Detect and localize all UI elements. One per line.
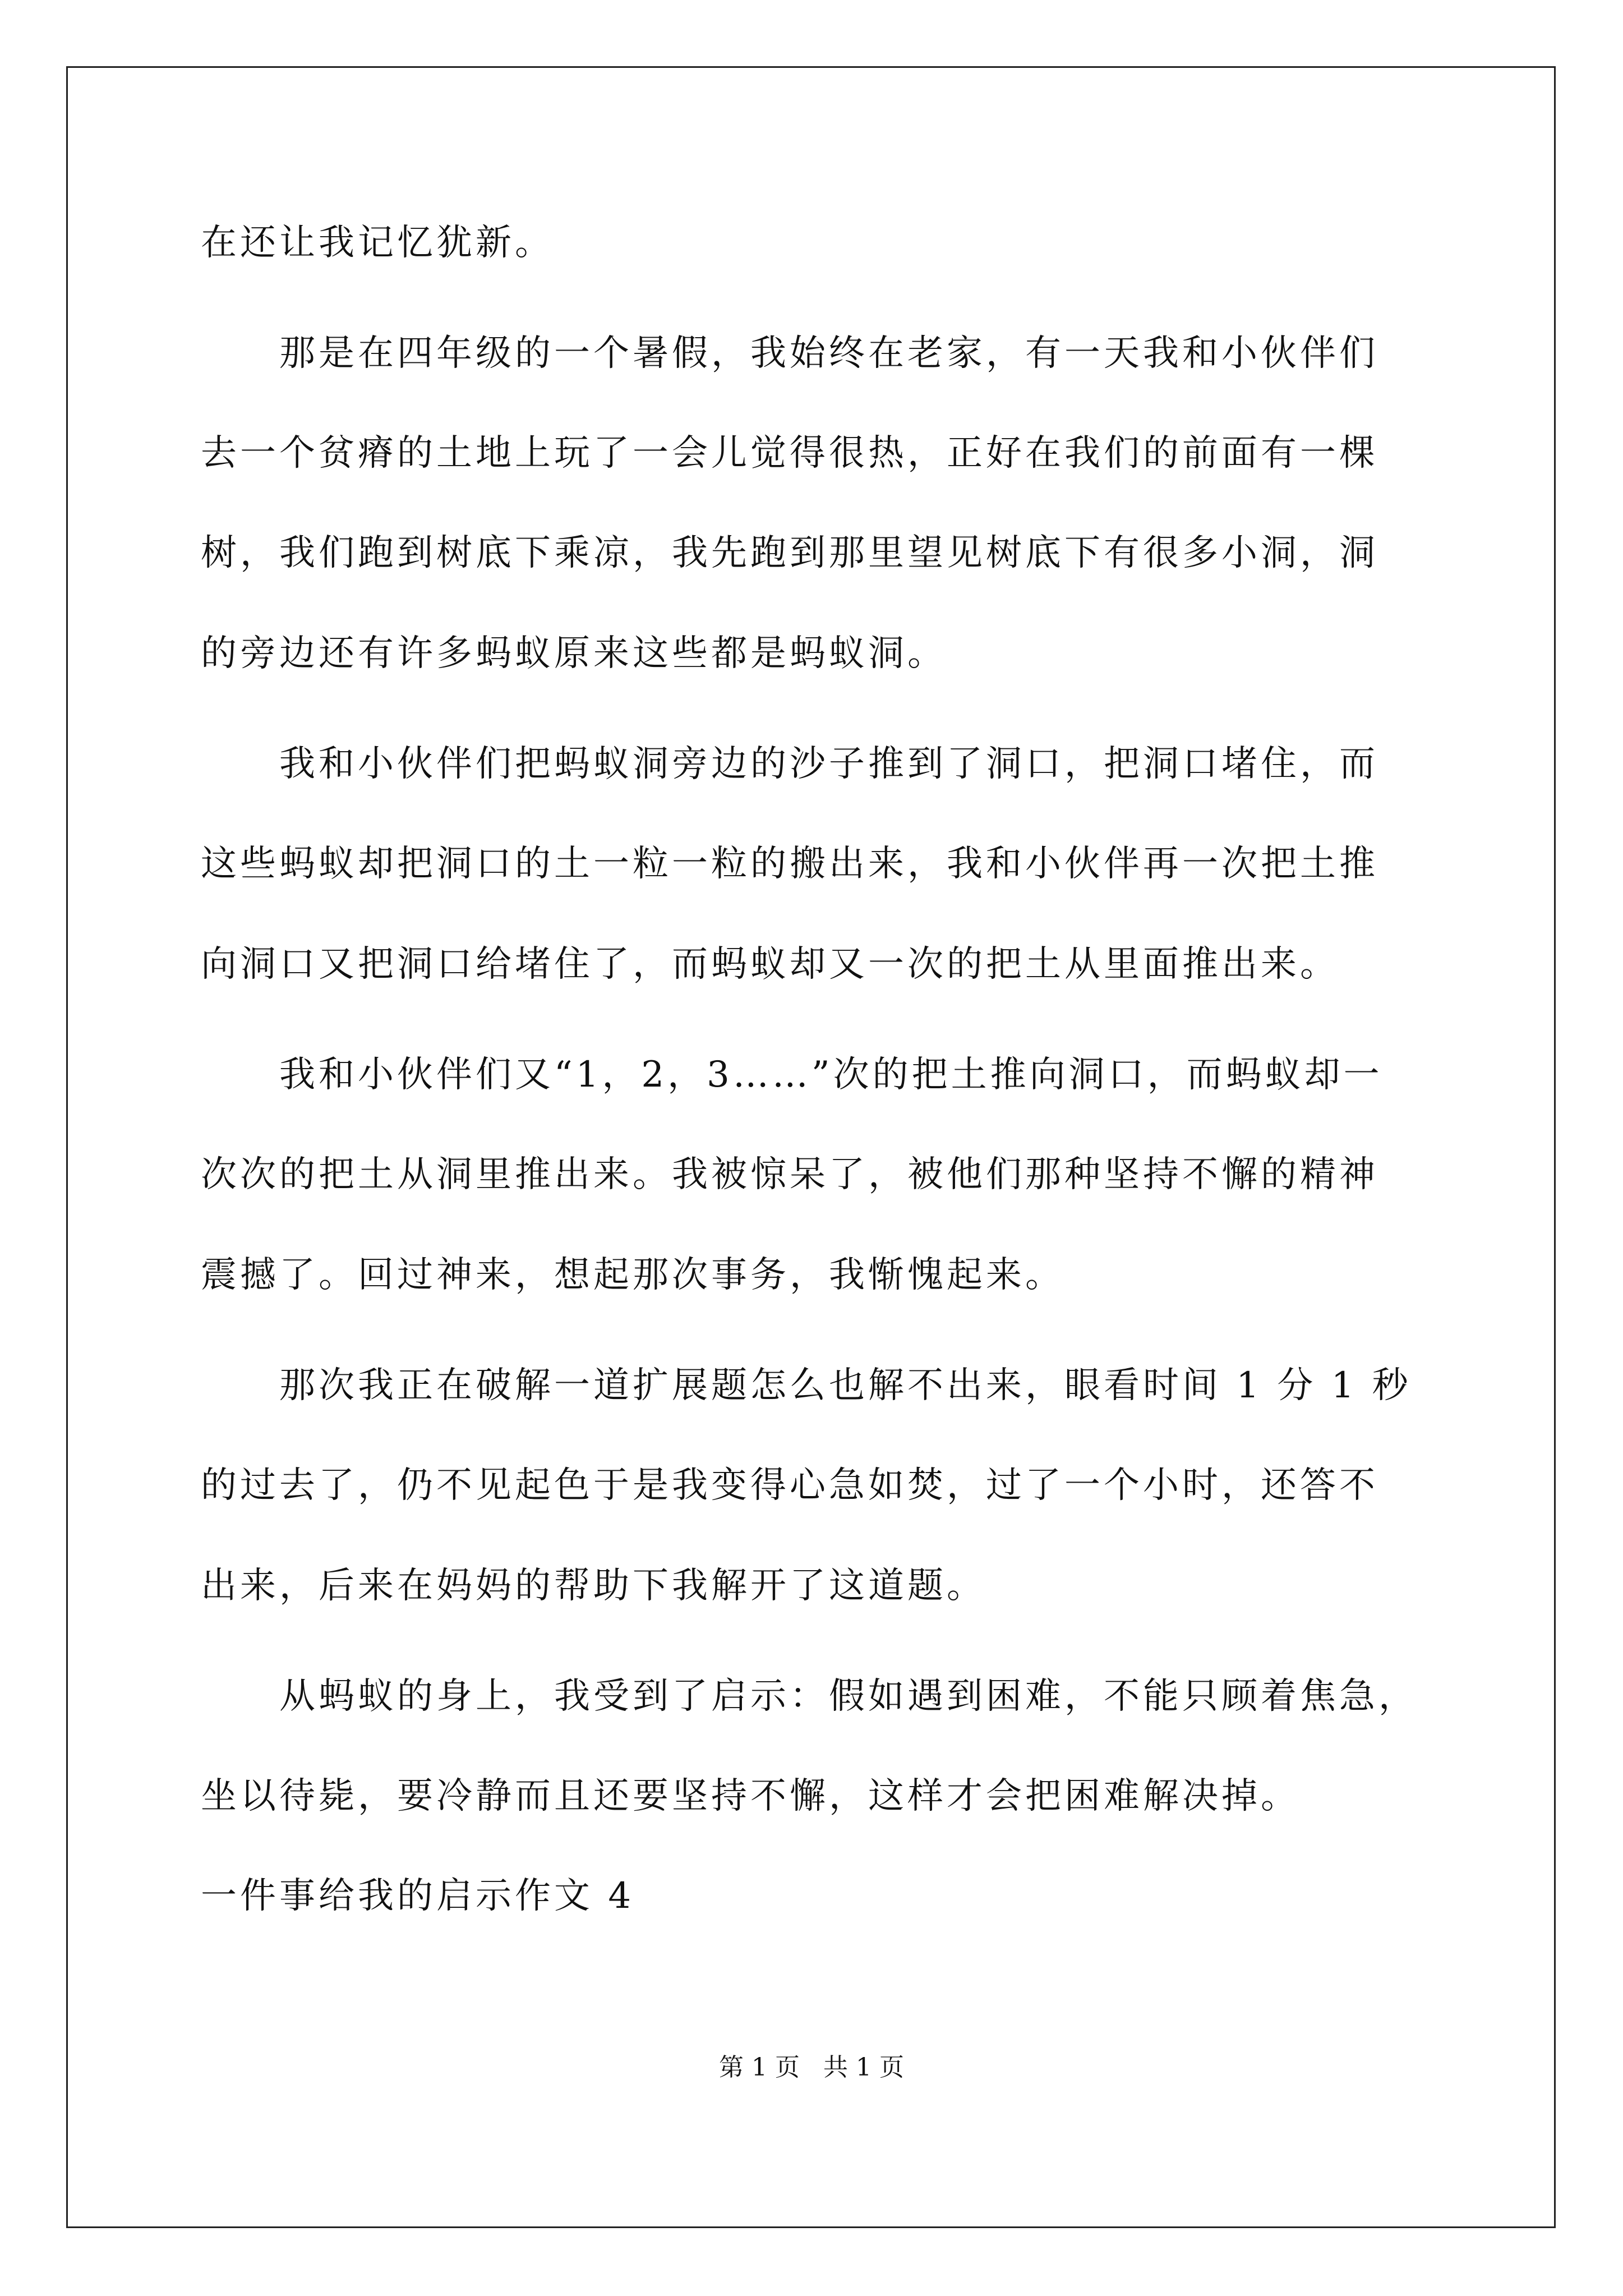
paragraph-start-line: 那是在四年级的一个暑假，我始终在老家，有一天我和小伙伴们 xyxy=(279,333,1378,374)
page-footer xyxy=(0,2051,1623,2085)
section-heading: 一件事给我的启示作文 4 xyxy=(201,1875,635,1917)
text-line: 次次的把土从洞里推出来。我被惊呆了，被他们那种坚持不懈的精神 xyxy=(201,1154,1378,1195)
page-number: 第 1 页 xyxy=(719,2053,800,2082)
page-total: 共 1 页 xyxy=(823,2053,904,2082)
text-line: 去一个贫瘠的土地上玩了一会儿觉得很热，正好在我们的前面有一棵 xyxy=(201,432,1378,474)
text-line: 树，我们跑到树底下乘凉，我先跑到那里望见树底下有很多小洞，洞 xyxy=(201,532,1378,574)
paragraph-start-line: 那次我正在破解一道扩展题怎么也解不出来，眼看时间 1 分 1 秒 xyxy=(279,1365,1412,1406)
text-line: 这些蚂蚁却把洞口的土一粒一粒的搬出来，我和小伙伴再一次把土推 xyxy=(201,843,1378,885)
paragraph-start-line: 我和小伙伴们把蚂蚁洞旁边的沙子推到了洞口，把洞口堵住，而 xyxy=(279,743,1378,785)
paragraph-start-line: 我和小伙伴们又“1，2，3……”次的把土推向洞口，而蚂蚁却一 xyxy=(279,1054,1383,1096)
paragraph-start-line: 从蚂蚁的身上，我受到了启示：假如遇到困难，不能只顾着焦急， xyxy=(279,1676,1418,1717)
text-line: 的过去了，仍不见起色于是我变得心急如焚，过了一个小时，还答不 xyxy=(201,1465,1378,1506)
text-line: 出来，后来在妈妈的帮助下我解开了这道题。 xyxy=(201,1565,986,1607)
text-line: 的旁边还有许多蚂蚁原来这些都是蚂蚁洞。 xyxy=(201,633,947,674)
text-line: 向洞口又把洞口给堵住了，而蚂蚁却又一次的把土从里面推出来。 xyxy=(201,944,1339,985)
text-line: 震撼了。回过神来，想起那次事务，我惭愧起来。 xyxy=(201,1254,1064,1296)
text-line: 在还让我记忆犹新。 xyxy=(201,222,554,264)
text-line: 坐以待毙，要冷静而且还要坚持不懈，这样才会把困难解决掉。 xyxy=(201,1775,1300,1817)
